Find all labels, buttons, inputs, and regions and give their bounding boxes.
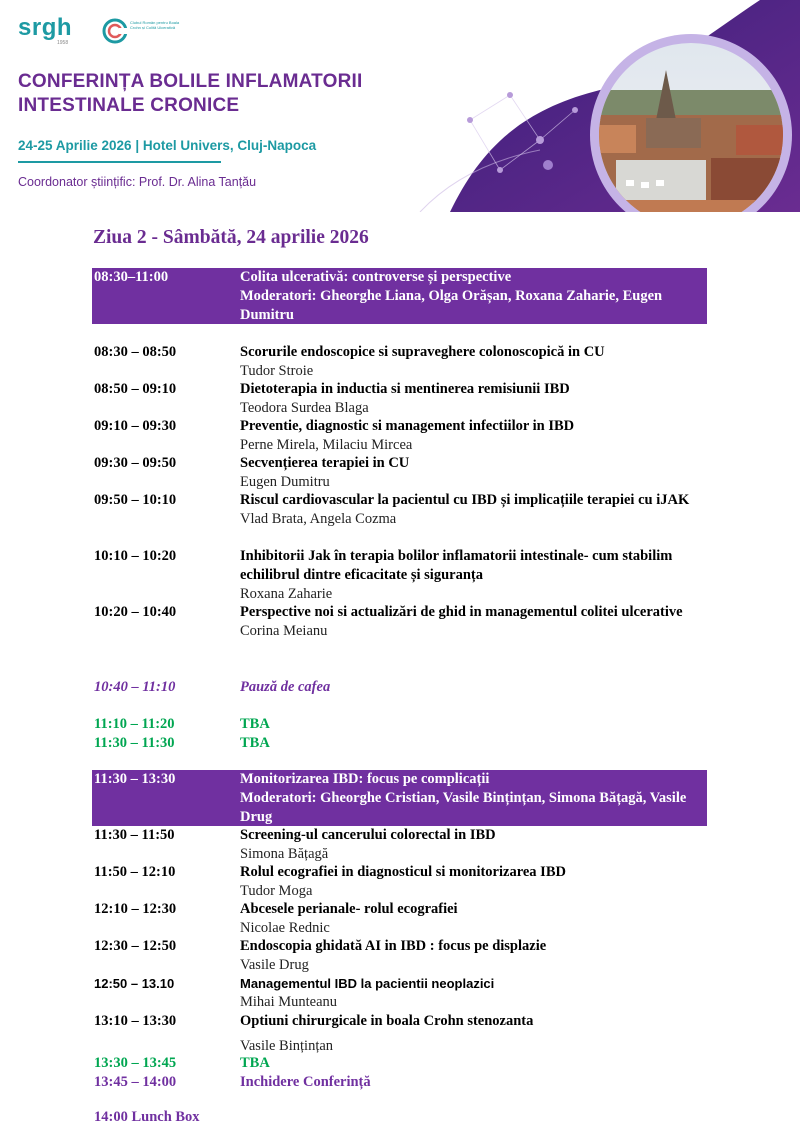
- conference-header: [0, 0, 800, 212]
- session-title: Colita ulcerativă: controverse și perspective: [240, 269, 512, 285]
- day-title: Ziua 2 - Sâmbătă, 24 aprilie 2026: [93, 227, 369, 248]
- talk-speaker: Vlad Brata, Angela Cozma: [240, 511, 397, 527]
- talk-speaker: Tudor Stroie: [240, 363, 314, 379]
- talk-title: Dietoterapia in inductia si mentinerea remisiunii IBD: [240, 381, 570, 397]
- talk-time: 08:30 – 08:50: [94, 344, 177, 360]
- conference-date-location: 24-25 Aprilie 2026 | Hotel Univers, Cluj-Napoca: [18, 138, 317, 153]
- talk-time: 11:50 – 12:10: [94, 864, 176, 880]
- session-header: [92, 268, 707, 324]
- talk-time: 10:20 – 10:40: [94, 604, 177, 620]
- lunch-box: 14:00 Lunch Box: [94, 1109, 200, 1125]
- talk-speaker: Tudor Moga: [240, 883, 313, 899]
- conference-title: [18, 70, 438, 118]
- session-title: Monitorizarea IBD: focus pe complicații: [240, 771, 490, 787]
- talk-time: 12:10 – 12:30: [94, 901, 177, 917]
- talk-title: Rolul ecografiei in diagnosticul si monitorizarea IBD: [240, 864, 566, 880]
- coffee-break-time: 10:40 – 11:10: [94, 679, 176, 695]
- crohn-club-logo-text: Clubul Român pentru Boala Crohn și Colită Ulcerativă: [130, 20, 180, 30]
- talk-title: Perspective noi si actualizări de ghid in managementul colitei ulcerative: [240, 604, 683, 620]
- talk-title: Screening-ul cancerului colorectal in IBD: [240, 827, 496, 843]
- conference-title-line2: INTESTINALE CRONICE: [18, 95, 240, 116]
- session-info: [240, 268, 705, 325]
- talk-title: Preventie, diagnostic si management infectiilor in IBD: [240, 418, 575, 434]
- talk-speaker: Mihai Munteanu: [240, 994, 338, 1010]
- tba-label: TBA: [240, 735, 270, 751]
- session-header: [92, 770, 707, 826]
- talk-time: 08:50 – 09:10: [94, 381, 177, 397]
- closing-time: 13:45 – 14:00: [94, 1074, 177, 1090]
- talk-title: Scorurile endoscopice si supraveghere colonoscopică in CU: [240, 344, 605, 360]
- talk-speaker: Roxana Zaharie: [240, 586, 333, 602]
- talk-time: 12:50 – 13.10: [94, 976, 175, 991]
- tba-time: 11:30 – 11:30: [94, 735, 175, 751]
- tba-label: TBA: [240, 1055, 270, 1071]
- closing-label: Inchidere Conferință: [240, 1074, 371, 1090]
- talk-speaker: Eugen Dumitru: [240, 474, 330, 490]
- talk-time: 10:10 – 10:20: [94, 548, 177, 564]
- talk-speaker: Perne Mirela, Milaciu Mircea: [240, 437, 413, 453]
- conference-coordinator: Coordonator științific: Prof. Dr. Alina Tanțău: [18, 175, 257, 189]
- talk-title: Optiuni chirurgicale in boala Crohn stenozanta: [240, 1013, 534, 1029]
- talk-speaker: Simona Bățagă: [240, 846, 329, 862]
- conference-title-line1: CONFERINȚA BOLILE INFLAMATORII: [18, 71, 363, 92]
- crohn-club-logo-icon: [101, 17, 129, 45]
- session-moderators: Moderatori: Gheorghe Cristian, Vasile Bințințan, Simona Bățagă, Vasile Drug: [240, 790, 687, 825]
- session-info: [240, 770, 705, 827]
- session-time: 08:30–11:00: [94, 269, 169, 285]
- srgh-logo: srgh: [18, 14, 73, 41]
- tba-label: TBA: [240, 716, 270, 732]
- talk-title: Managementul IBD la pacientii neoplazici: [240, 976, 495, 991]
- srgh-logo-year: 1958: [57, 40, 69, 46]
- tba-time: 13:30 – 13:45: [94, 1055, 177, 1071]
- talk-time: 09:10 – 09:30: [94, 418, 177, 434]
- header-divider: [18, 161, 221, 163]
- talk-time: 09:30 – 09:50: [94, 455, 177, 471]
- talk-speaker: Vasile Drug: [240, 957, 309, 973]
- talk-title: Endoscopia ghidată AI in IBD : focus pe displazie: [240, 938, 547, 954]
- talk-time: 12:30 – 12:50: [94, 938, 177, 954]
- talk-speaker: Nicolae Rednic: [240, 920, 330, 936]
- talk-time: 13:10 – 13:30: [94, 1013, 177, 1029]
- talk-time: 09:50 – 10:10: [94, 492, 177, 508]
- cluj-city-photo: [586, 30, 796, 212]
- tba-time: 11:10 – 11:20: [94, 716, 175, 732]
- talk-title: Secvențierea terapiei in CU: [240, 455, 410, 471]
- session-time: 11:30 – 13:30: [94, 771, 176, 787]
- talk-speaker: Corina Meianu: [240, 623, 328, 639]
- talk-title: Abcesele perianale- rolul ecografiei: [240, 901, 458, 917]
- talk-title: Riscul cardiovascular la pacientul cu IBD și implicațiile terapiei cu iJAK: [240, 492, 690, 508]
- session-moderators: Moderatori: Gheorghe Liana, Olga Orășan, Roxana Zaharie, Eugen Dumitru: [240, 288, 663, 323]
- talk-speaker: Vasile Bințințan: [240, 1038, 334, 1054]
- talk-time: 11:30 – 11:50: [94, 827, 175, 843]
- coffee-break-label: Pauză de cafea: [240, 679, 331, 695]
- talk-title: Inhibitorii Jak în terapia bolilor inflamatorii intestinale- cum stabilim echilibrul dintre eficacitate și siguranța: [240, 548, 673, 583]
- talk-speaker: Teodora Surdea Blaga: [240, 400, 369, 416]
